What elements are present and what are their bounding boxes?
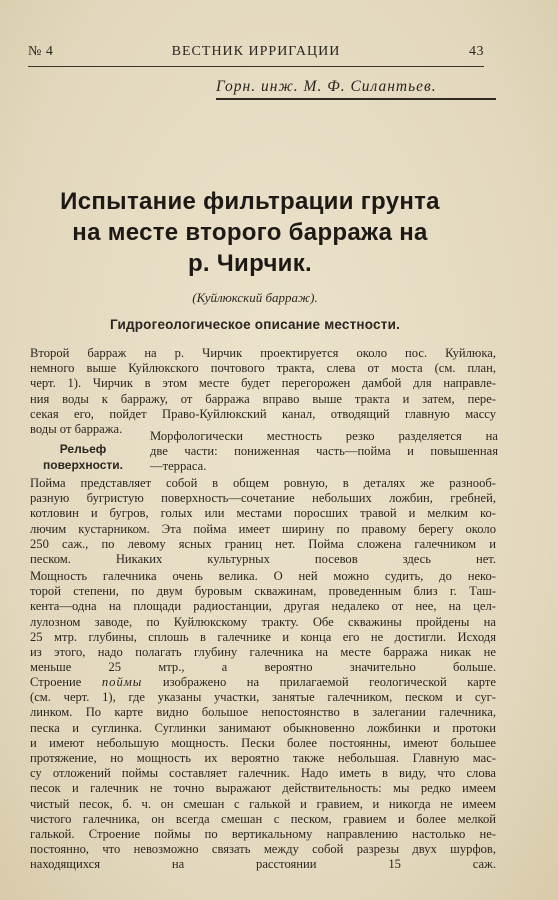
paragraph-3 [30,569,496,675]
text-line: су отложений поймы составляет галечник. Надо иметь в виду, что слова [30,766,496,781]
article-title [20,186,480,279]
text-line: воды от барража. [30,422,123,437]
paragraph-1 [30,346,496,437]
title-line: р. Чирчик. [187,250,313,277]
text-line: постоянно, что невозможно связать между собой разрезы двух шурфов, [30,842,496,857]
section-heading: Гидрогеологическое описание местности. [109,317,401,332]
text-line: чистого галечника, он всегда смешан с песком, гравием и более мелкой [30,811,496,826]
text-line: песком. Никаких культурных посевов здесь нет. [30,552,496,567]
text-line: —терраса. [150,459,207,474]
text-line: линком. По карте видно большое непостоянство в залегании галечника, [30,705,496,720]
text-line: (см. черт. 1), где указаны участки, занятые галечником, песком и суг- [30,690,496,705]
paragraph-2 [30,476,496,567]
text-line: торой степени, по двум буровым скважинам, проведенным близ г. Таш- [30,584,496,599]
title-line: Испытание фильтрации грунта [60,188,440,215]
title-line: на месте второго барража на [72,219,428,246]
article-subtitle: (Куйлюкский барраж). [192,290,318,305]
text-line: разную бугристую поверхность—сочетание небольших ложбин, гребней, [30,491,496,506]
text-line: лючим кустарником. Эта пойма имеет ширину по правому берегу около [30,521,496,536]
text-line: находящихся на расстоянии 15 саж. [30,857,496,872]
text-line: две части: пониженная часть—пойма и повышенная [150,444,498,459]
text-line: песка и суглинка. Суглинки занимают обыкновенно ложбинки и протоки [30,720,496,735]
text-line: немного выше Куйлюкского почтового тракта, слева от моста (см. план, [30,361,496,376]
text-line [30,675,496,690]
text-line: галькой. Строение поймы по вертикальному направлению настолько не- [30,827,496,842]
emphasis: поймы [101,675,143,689]
text-line: секая его, пойдет Право-Куйлюкский канал, отводящий главную массу [30,406,496,421]
paragraph-4 [30,675,496,873]
text-line: Мощность галечника очень велика. О ней можно судить, до неко- [30,569,496,583]
journal-title: ВЕСТНИК ИРРИГАЦИИ [171,44,341,59]
text-line: и имеют небольшую мощность. Пески более постоянны, имеют большее [30,735,496,750]
side-heading-line: Рельеф [59,442,107,456]
text-line: кента—одна на площади радиостанции, другая недалеко от нее, на цел- [30,599,496,614]
running-header [28,44,484,64]
text-line: из этого, надо полагать глубину галечника на месте барража никак не [30,645,496,660]
text-line: ния воды к барражу, от барража вправо выше тракта и затем, пере- [30,391,496,406]
issue-number: № 4 [28,44,54,59]
text-line: песок и галечник не точно выражают действительность: мы редко имеем [30,781,496,796]
text-line: Пойма представляет собой в общем ровную, в деталях же разнооб- [30,476,496,490]
text-line: лулозном заводе, по Куйлюкскому тракту. Обе скважины пройдены на [30,614,496,629]
author-rule [216,98,496,100]
relief-text [150,429,498,475]
text-run: Строение [30,675,102,689]
text-line: протяжение, но мощность их вероятно также небольшая. Главную мас- [30,751,496,766]
text-line: Морфологически местность резко разделяется на [150,429,498,443]
text-line: Второй барраж на р. Чирчик проектируется около пос. Куйлюка, [30,346,496,360]
text-line: 25 мтр. глубины, сплошь в галечнике и конца его не достигли. Исходя [30,629,496,644]
page-number: 43 [469,44,484,59]
text-line: 250 саж., по левому ясных границ нет. Пойма сложена галечником и [30,536,496,551]
text-line: меньше 25 мтр., а вероятно значительно больше. [30,660,496,675]
text-line: черт. 1). Чирчик в этом месте будет перегорожен дамбой для направле- [30,376,496,391]
text-line: чистый песок, б. ч. он смешан с галькой и гравием, и никогда не имеем [30,796,496,811]
text-run: изображено на прилагаемой геологической карте [142,675,496,689]
side-heading [38,442,128,473]
author-line: Горн. инж. М. Ф. Силантьев. [216,78,437,95]
side-heading-line: поверхности. [43,457,123,472]
text-line: котловин и бугров, голых или местами поросших травой и мелким ко- [30,506,496,521]
header-rule [28,66,484,67]
